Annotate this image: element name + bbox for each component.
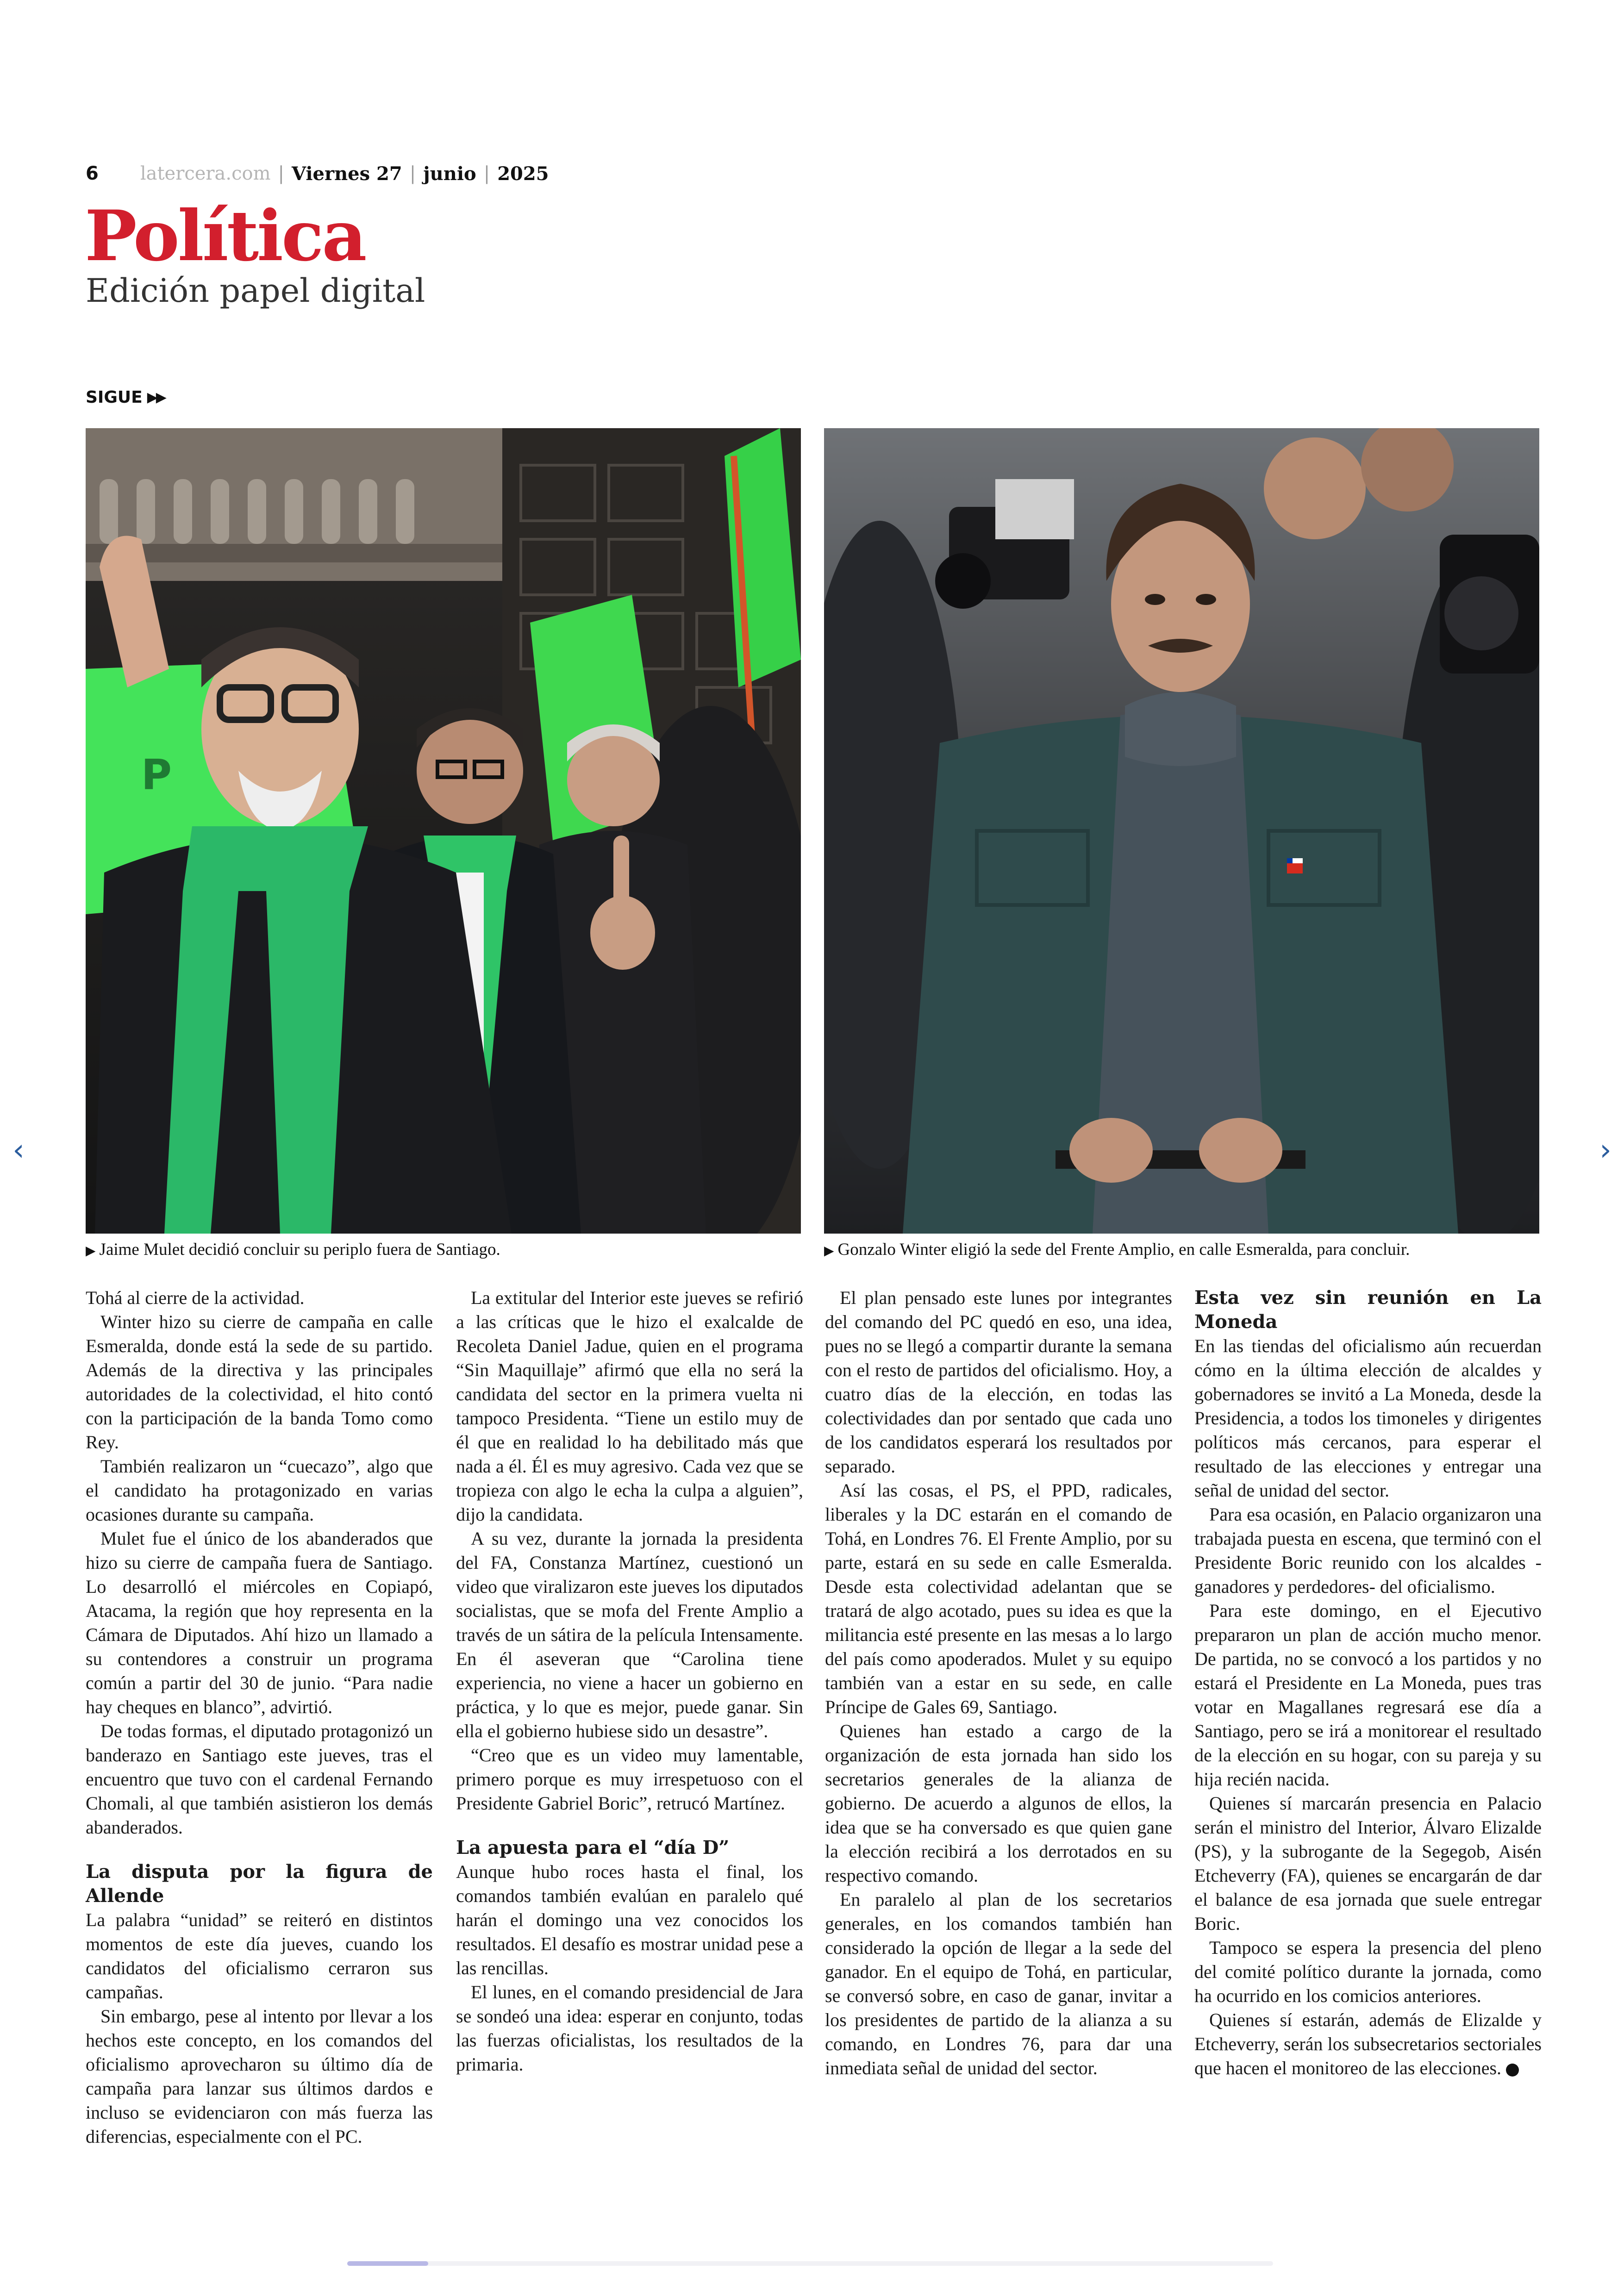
paragraph: “Creo que es un video muy lamentable, primero porque es muy irrespetuoso con el Presidente Gabriel Boric”, retrucó Martínez. — [456, 1745, 803, 1814]
paragraph: Winter hizo su cierre de campaña en calle Esmeralda, donde está la sede de su partido. Además de la directiva y las principales autoridades de la colectividad, el hito contó con la participación de la banda Tomo como Rey. — [86, 1311, 433, 1453]
section-subtitle: Edición papel digital — [86, 272, 425, 310]
page-scrollbar[interactable] — [347, 2261, 1273, 2266]
svg-text:P: P — [141, 751, 172, 799]
paragraph: Tohá al cierre de la actividad. — [86, 1287, 305, 1308]
photo-mulet — [86, 428, 801, 1234]
end-of-article-icon — [1506, 2064, 1519, 2077]
photo-mulet-illustration — [86, 428, 801, 1234]
paragraph: Mulet fue el único de los abanderados que hizo su cierre de campaña fuera de Santiago. Lo desarrolló el miércoles en Copiapó, Atacama, la región que hoy representa en la Cámara de Diputados. Ahí hizo un llamado a su contendores a construir un programa común a partir del 30 de junio. “Para nadie hay cheques en blanco”, advirtió. — [86, 1528, 433, 1717]
section-title: Política — [85, 195, 365, 277]
paragraph: En paralelo al plan de los secretarios generales, en los comandos también han considerado la opción de llegar a la sede del ganador. En el equipo de Tohá, en particular, se conversó sobre, en caso de ganar, invitar a los presidentes de partido de la alianza a su comando, en Londres 76, para dar una inmediata señal de unidad del sector. — [825, 1889, 1172, 2078]
paragraph: Aunque hubo roces hasta el final, los comandos también evalúan en paralelo qué harán el domingo una vez conocidos los resultados. El desafío es mostrar unidad pese a las rencillas. — [456, 1861, 803, 1978]
paragraph: Así las cosas, el PS, el PPD, radicales, liberales y la DC estarán en el comando de Tohá, en Londres 76. El Frente Amplio, por su parte, estará en su sede en calle Esmeralda. Desde esta colectividad adelantan que se tratará de algo acotado, pues su idea es que la militancia esté presente en las mesas a lo largo del país como apoderados. Mulet y su equipo también van a estar en su sede, en calle Príncipe de Gales 69, Santiago. — [825, 1480, 1172, 1717]
paragraph-final — [1194, 2008, 1542, 2080]
subheading: La disputa por la figura de Allende — [86, 1861, 433, 1907]
header-separator: | — [409, 163, 416, 184]
caption-text: Jaime Mulet decidió concluir su periplo fuera de Santiago. — [99, 1240, 500, 1259]
header-separator: | — [483, 163, 490, 184]
paragraph: La palabra “unidad” se reiteró en distintos momentos de este día jueves, cuando los candidatos del oficialismo cerraron sus campañas. — [86, 1909, 433, 2002]
site-name: latercera.com — [140, 163, 271, 184]
photo-winter — [824, 428, 1539, 1234]
chevron-right-icon: › — [1599, 1133, 1612, 1167]
sigue-label: SIGUE — [86, 388, 143, 407]
subheading: La apuesta para el “día D” — [456, 1837, 730, 1858]
date-day: Viernes 27 — [292, 162, 402, 185]
subheading: Esta vez sin reunión en La Moneda — [1194, 1287, 1542, 1333]
scrollbar-thumb[interactable] — [347, 2261, 428, 2266]
paragraph: El plan pensado este lunes por integrantes del comando del PC quedó en eso, una idea, pues no se llegó a compartir durante la semana con el resto de partidos del oficialismo. Hoy, a cuatro días de la elección, en todas las colectividades dan por sentado que cada uno de los candidatos esperará los resultados por separado. — [825, 1287, 1172, 1477]
paragraph: La extitular del Interior este jueves se refirió a las críticas que le hizo el exalcalde de Recoleta Daniel Jadue, quien en el programa “Sin Maquillaje” afirmó que ella no será la candidata del sector en la primera vuelta ni tampoco Presidenta. “Tiene un estilo muy de él que en realidad lo ha debilitado más que nada a él. Él es muy agresivo. Cada vez que se tropieza con algo le echa la culpa a alguien”, dijo la candidata. — [456, 1287, 803, 1525]
paragraph: El lunes, en el comando presidencial de Jara se sondeó una idea: esperar en conjunto, todas las fuerzas oficialistas, los resultados de la primaria. — [456, 1982, 803, 2075]
paragraph: De todas formas, el diputado protagonizó un banderazo en Santiago este jueves, tras el encuentro que tuvo con el cardenal Fernando Chomali, al que también asistieron los demás abanderados. — [86, 1721, 433, 1838]
paragraph: A su vez, durante la jornada la presidenta del FA, Constanza Martínez, cuestionó un video que viralizaron este jueves los diputados socialistas, que se mofa del Frente Amplio a través de un sátira de la película Intensamente. En él aseveran que “Carolina tiene experiencia, no viene a hacer un gobierno en práctica, y lo que es mejor, puede ganar. Sin ella el gobierno hubiese sido un desastre”. — [456, 1528, 803, 1741]
previous-page-button[interactable] — [2, 1134, 35, 1166]
paragraph: Quienes sí marcarán presencia en Palacio serán el ministro del Interior, Álvaro Elizalde (PS), y la subrogante de la Segegob, Aisén Etcheverry (FA), quienes se encargarán de dar el balance de esa jornada que suele entregar Boric. — [1194, 1793, 1542, 1934]
paragraph-text: Quienes sí estarán, además de Elizalde y Etcheverry, serán los subsecretarios sectoriales que hacen el monitoreo de las elecciones. — [1194, 2009, 1542, 2078]
caption-text: Gonzalo Winter eligió la sede del Frente Amplio, en calle Esmeralda, para concluir. — [837, 1240, 1410, 1259]
article-column-4 — [1194, 1286, 1542, 2080]
photo-caption-right — [824, 1240, 1410, 1260]
article-column-3 — [825, 1286, 1172, 2080]
paragraph: En las tiendas del oficialismo aún recuerdan cómo en la última elección de alcaldes y gobernadores se invitó a La Moneda, desde la Presidencia, a todos los timoneles y dirigentes políticos más cercanos, para esperar el resultado de las elecciones y entregar una señal de unidad del sector. — [1194, 1335, 1542, 1501]
paragraph: También realizaron un “cuecazo”, algo que el candidato ha protagonizado en varias ocasiones durante su campaña. — [86, 1456, 433, 1525]
date-year: 2025 — [497, 162, 549, 185]
article-column-1 — [86, 1286, 433, 2149]
page-header — [86, 160, 549, 187]
paragraph: Para esa ocasión, en Palacio organizaron una trabajada puesta en escena, que terminó con el Presidente Boric reunido con los alcaldes -ganadores y perdedores- del oficialismo. — [1194, 1504, 1542, 1597]
double-arrow-icon: ▶▶ — [147, 389, 165, 405]
page-number: 6 — [86, 163, 99, 184]
next-page-button[interactable] — [1589, 1134, 1622, 1166]
chevron-left-icon: ‹ — [12, 1133, 25, 1167]
paragraph: Tampoco se espera la presencia del pleno del comité político durante la jornada, como ha ocurrido en los comicios anteriores. — [1194, 1937, 1542, 2006]
paragraph: Sin embargo, pese al intento por llevar a los hechos este concepto, en los comandos del oficialismo aprovecharon su último día de campaña para lanzar sus últimos dardos e incluso se evidenciaron con más fuerza las diferencias, especialmente con el PC. — [86, 2006, 433, 2147]
photo-caption-left — [86, 1240, 500, 1260]
photo-winter-illustration — [824, 428, 1539, 1234]
article-column-2 — [456, 1286, 803, 2077]
paragraph: Quienes han estado a cargo de la organización de esta jornada han sido los secretarios generales de la alianza de gobierno. De acuerdo a algunos de ellos, la idea que se ha conversado es que quien gane la elección recibirá a los derrotados en su respectivo comando. — [825, 1721, 1172, 1886]
caption-triangle-icon: ▶ — [86, 1244, 96, 1258]
date-month: junio — [423, 162, 476, 185]
paragraph: Para este domingo, en el Ejecutivo prepararon un plan de acción mucho menor. De partida, no se convocó a los partidos y no estará el Presidente en La Moneda, pues tras votar en Magallanes regresará ese día a Santiago, pero se irá a monitorear el resultado de la elección en su hogar, con su pareja y su hija recién nacida. — [1194, 1600, 1542, 1790]
header-separator: | — [278, 163, 285, 184]
sigue-link[interactable] — [86, 388, 165, 407]
caption-triangle-icon: ▶ — [824, 1244, 834, 1258]
